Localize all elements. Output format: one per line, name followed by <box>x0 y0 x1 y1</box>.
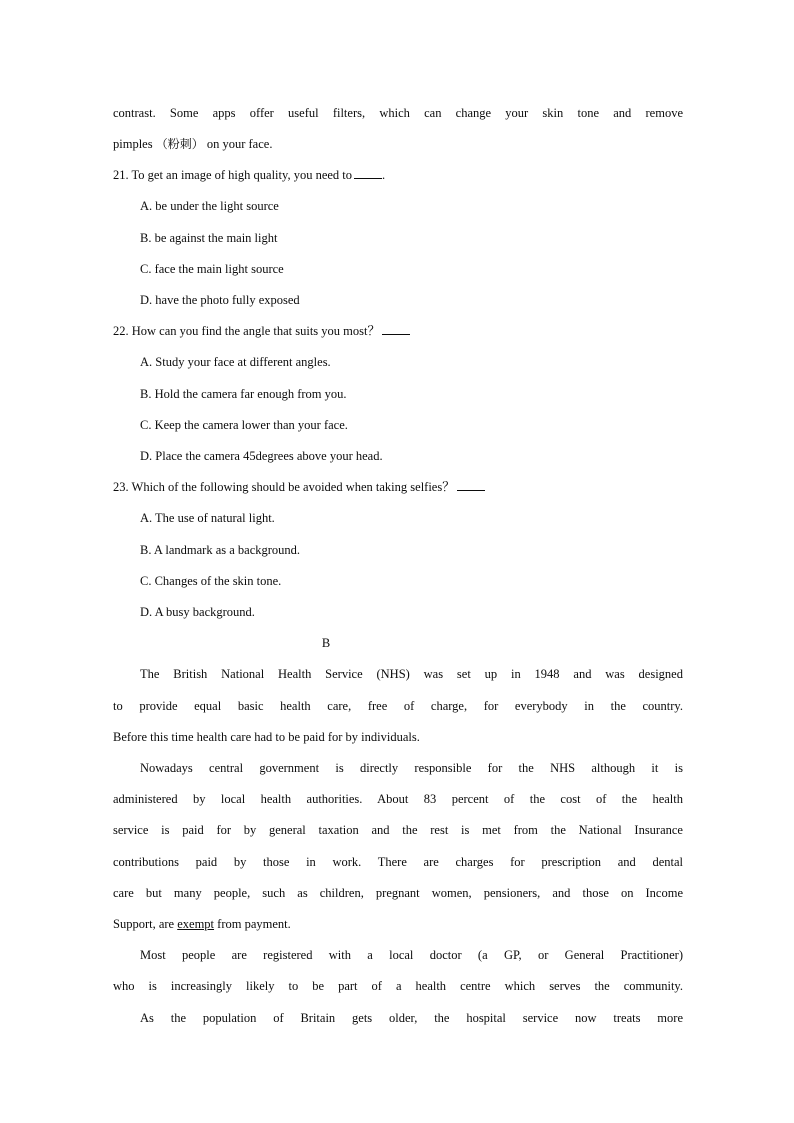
option-d[interactable]: D. Place the camera 45degrees above your head. <box>140 449 383 463</box>
answer-blank[interactable] <box>457 479 485 491</box>
option-c[interactable]: C. face the main light source <box>140 262 284 276</box>
paragraph-line: administered by local health authorities. About 83 percent of the cost of the health <box>113 792 683 806</box>
answer-blank[interactable] <box>354 167 382 179</box>
paragraph-line: Before this time health care had to be paid for by individuals. <box>113 730 420 744</box>
question-23-stem <box>113 479 683 495</box>
passage-text: on your face. <box>203 137 273 151</box>
paragraph-line: who is increasingly likely to be part of a health centre which serves the community. <box>113 979 683 993</box>
paragraph-line: As the population of Britain gets older, the hospital service now treats more <box>140 1011 683 1025</box>
paragraph-text: from payment. <box>214 917 291 931</box>
option-a[interactable]: A. be under the light source <box>140 199 279 213</box>
paragraph-line <box>113 916 683 932</box>
answer-blank[interactable] <box>382 323 410 335</box>
passage-line <box>113 136 683 152</box>
section-heading: B <box>321 636 331 650</box>
question-text: 23. Which of the following should be avoided when taking selfies？ <box>113 480 455 494</box>
paragraph-line: service is paid for by general taxation and the rest is met from the National Insurance <box>113 823 683 837</box>
option-c[interactable]: C. Changes of the skin tone. <box>140 574 282 588</box>
paragraph-line: contributions paid by those in work. There are charges for prescription and dental <box>113 855 683 869</box>
option-a[interactable]: A. The use of natural light. <box>140 511 275 525</box>
paragraph-text: Support, are <box>113 917 178 931</box>
option-c[interactable]: C. Keep the camera lower than your face. <box>140 418 348 432</box>
question-21-stem <box>113 167 683 183</box>
passage-text: pimples <box>113 137 156 151</box>
chinese-gloss: （粉刺） <box>155 137 204 151</box>
option-b[interactable]: B. Hold the camera far enough from you. <box>140 387 347 401</box>
paragraph-line: The British National Health Service (NHS) was set up in 1948 and was designed <box>140 667 683 681</box>
underlined-word: exempt <box>177 917 215 931</box>
paragraph-line: Most people are registered with a local doctor (a GP, or General Practitioner) <box>140 948 683 962</box>
paragraph-line: to provide equal basic health care, free of charge, for everybody in the country. <box>113 699 683 713</box>
option-d[interactable]: D. A busy background. <box>140 605 255 619</box>
passage-line: contrast. Some apps offer useful filters, which can change your skin tone and remove <box>113 106 683 120</box>
question-22-stem <box>113 323 683 339</box>
option-b[interactable]: B. be against the main light <box>140 231 278 245</box>
option-b[interactable]: B. A landmark as a background. <box>140 543 301 557</box>
option-a[interactable]: A. Study your face at different angles. <box>140 355 331 369</box>
option-d[interactable]: D. have the photo fully exposed <box>140 293 300 307</box>
paragraph-line: Nowadays central government is directly responsible for the NHS although it is <box>140 761 683 775</box>
question-text: 21. To get an image of high quality, you need to <box>113 168 353 182</box>
question-end: . <box>382 168 386 182</box>
paragraph-line: care but many people, such as children, pregnant women, pensioners, and those on Income <box>113 886 683 900</box>
question-text: 22. How can you find the angle that suits you most？ <box>113 324 380 338</box>
